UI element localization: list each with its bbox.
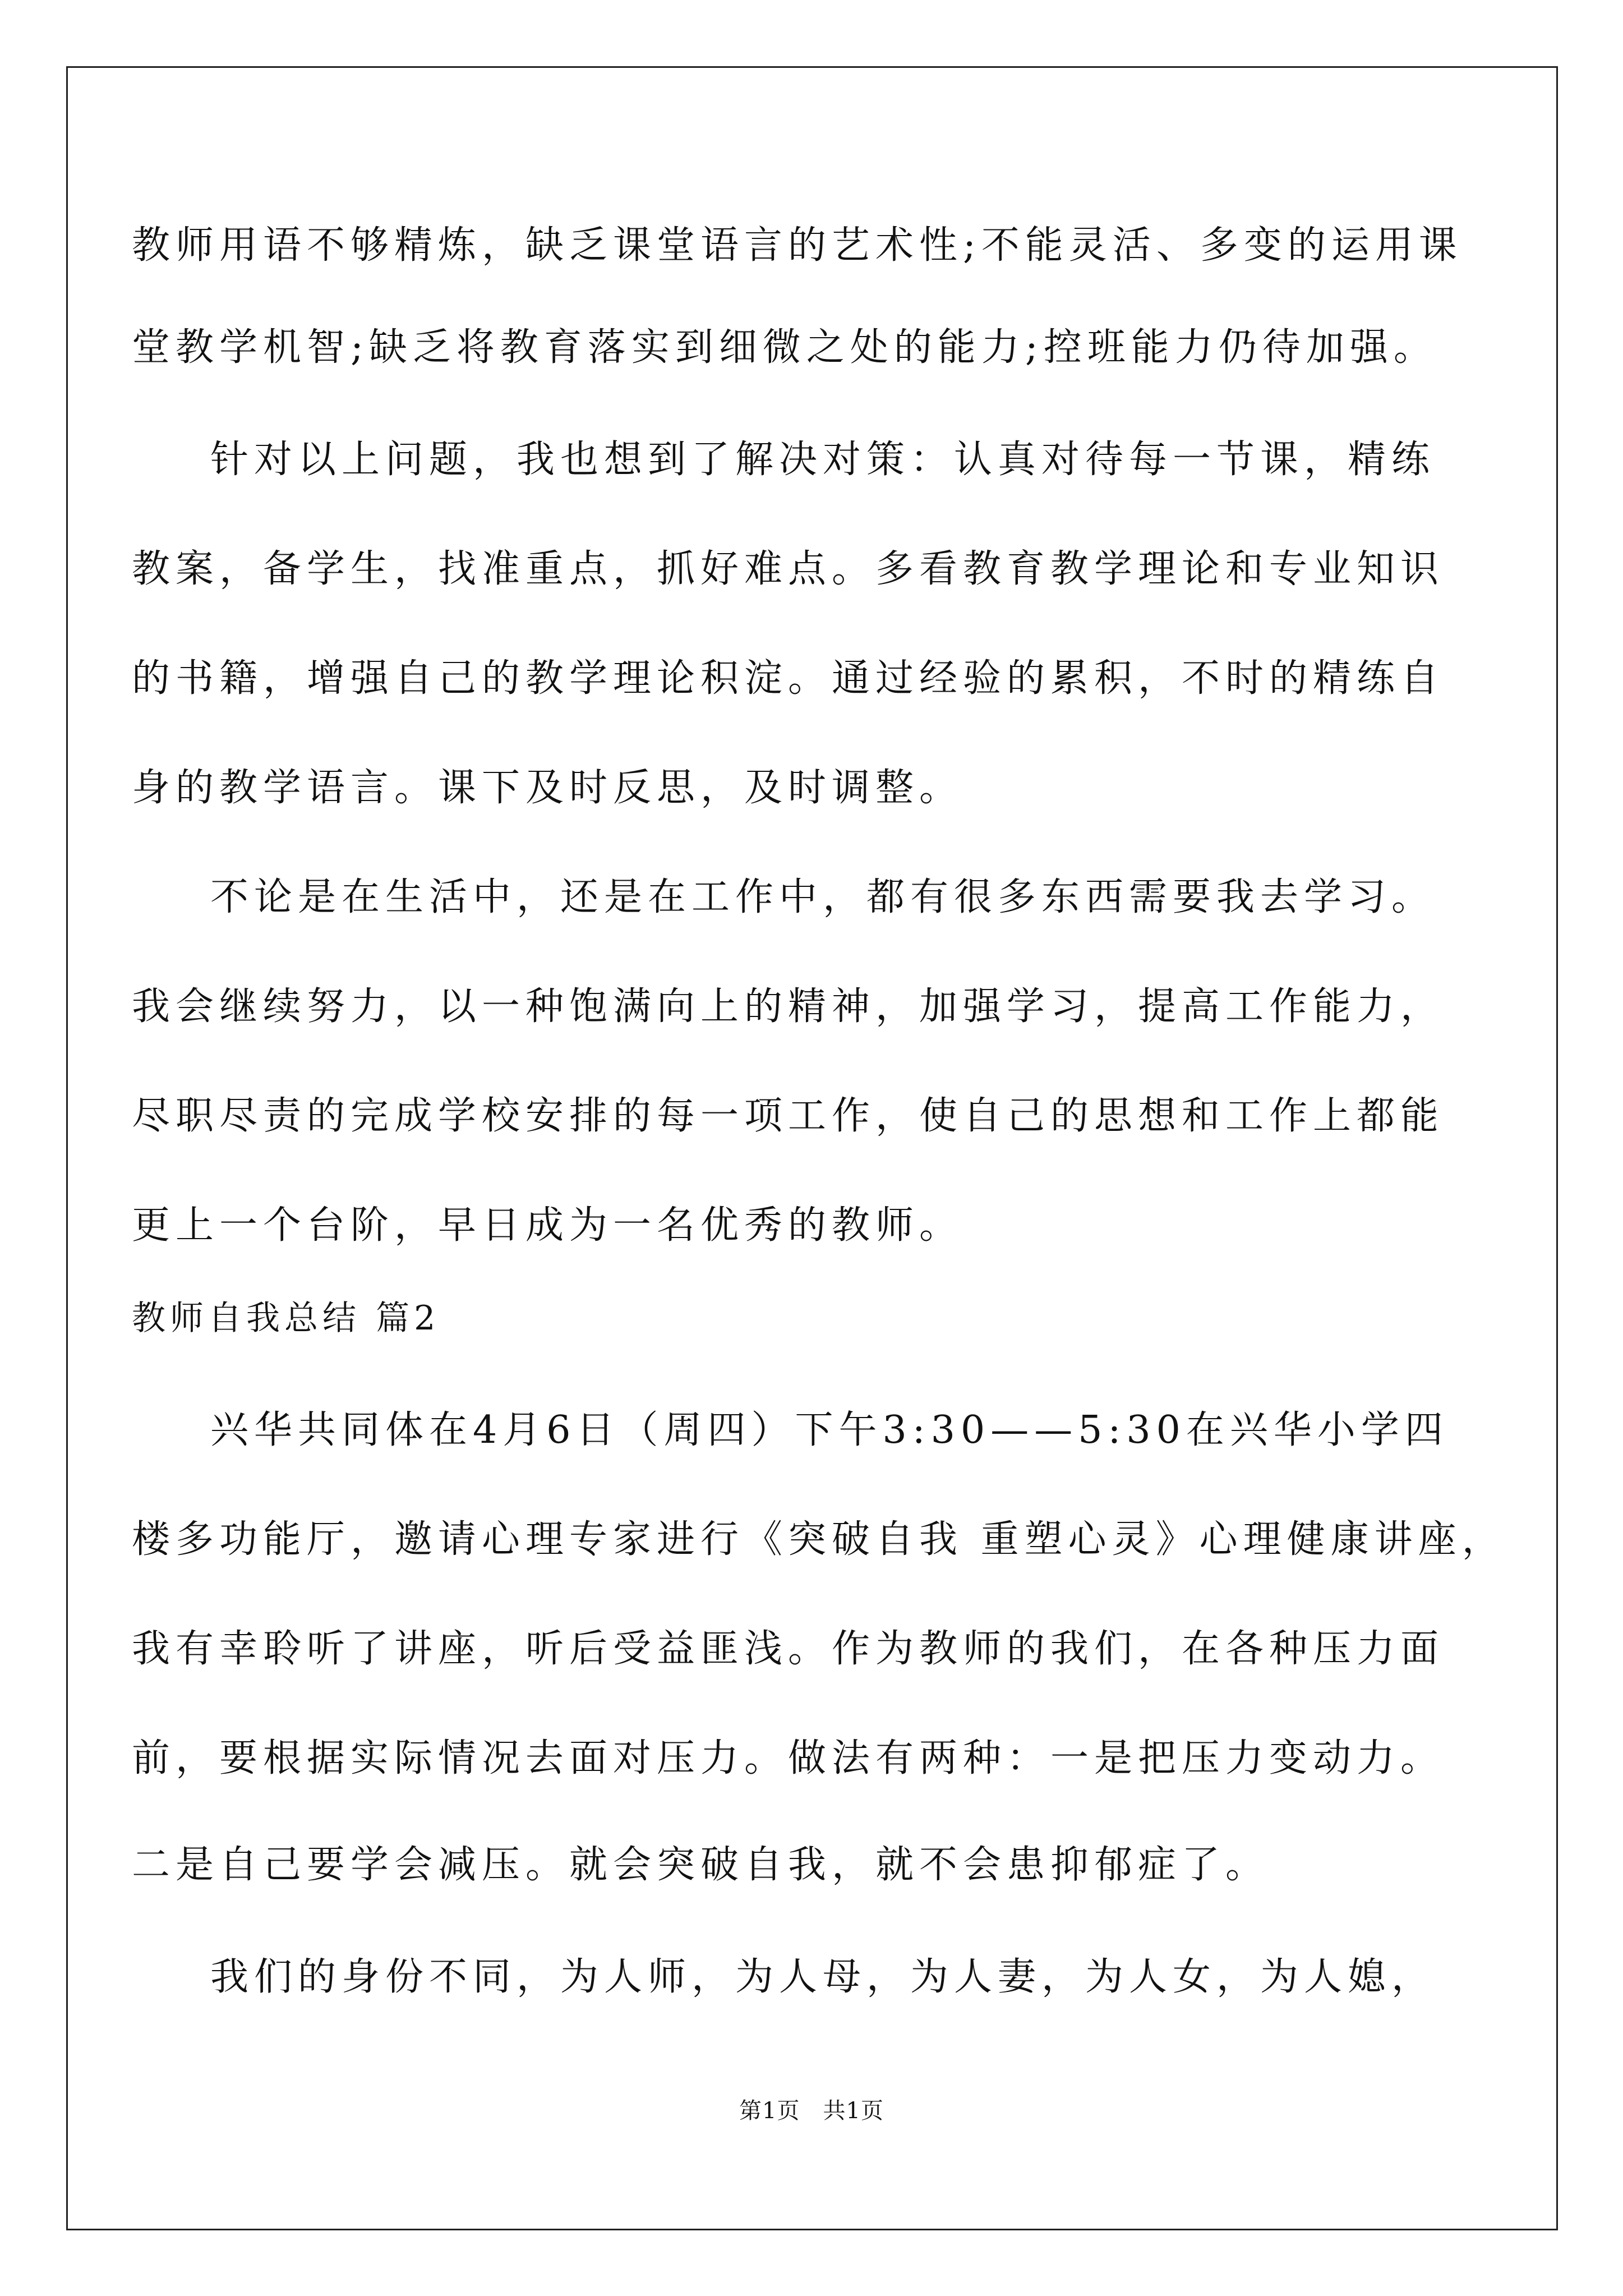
body-line: 教案，备学生，找准重点，抓好难点。多看教育教学理论和专业知识 xyxy=(132,547,1445,591)
body-line: 二是自己要学会减压。就会突破自我，就不会患抑郁症了。 xyxy=(132,1843,1270,1887)
body-line: 前，要根据实际情况去面对压力。做法有两种：一是把压力变动力。 xyxy=(132,1736,1445,1780)
body-line: 堂教学机智;缺乏将教育落实到细微之处的能力;控班能力仍待加强。 xyxy=(132,325,1437,370)
body-line: 尽职尽责的完成学校安排的每一项工作，使自己的思想和工作上都能 xyxy=(132,1094,1445,1138)
paragraph-first-line: 不论是在生活中，还是在工作中，都有很多东西需要我去学习。 xyxy=(210,875,1436,919)
body-line: 的书籍，增强自己的教学理论积淀。通过经验的累积，不时的精练自 xyxy=(132,656,1445,701)
body-line: 身的教学语言。课下及时反思，及时调整。 xyxy=(132,766,963,810)
body-line: 我有幸聆听了讲座，听后受益匪浅。作为教师的我们，在各种压力面 xyxy=(132,1627,1445,1671)
body-line: 更上一个台阶，早日成为一名优秀的教师。 xyxy=(132,1203,963,1248)
section-heading: 教师自我总结 篇2 xyxy=(132,1299,440,1338)
paragraph-first-line: 我们的身份不同，为人师，为人母，为人妻，为人女，为人媳， xyxy=(210,1955,1436,1999)
page-frame xyxy=(66,66,1558,2230)
page-number-footer: 第1页 共1页 xyxy=(739,2098,884,2124)
paragraph-first-line: 兴华共同体在4月6日（周四）下午3:30——5:30在兴华小学四 xyxy=(210,1408,1449,1452)
body-line: 我会继续努力，以一种饱满向上的精神，加强学习，提高工作能力， xyxy=(132,984,1445,1029)
body-line: 楼多功能厅，邀请心理专家进行《突破自我 重塑心灵》心理健康讲座， xyxy=(132,1517,1506,1562)
body-line: 教师用语不够精炼，缺乏课堂语言的艺术性;不能灵活、多变的运用课 xyxy=(132,223,1463,268)
paragraph-first-line: 针对以上问题，我也想到了解决对策：认真对待每一节课，精练 xyxy=(210,438,1436,482)
